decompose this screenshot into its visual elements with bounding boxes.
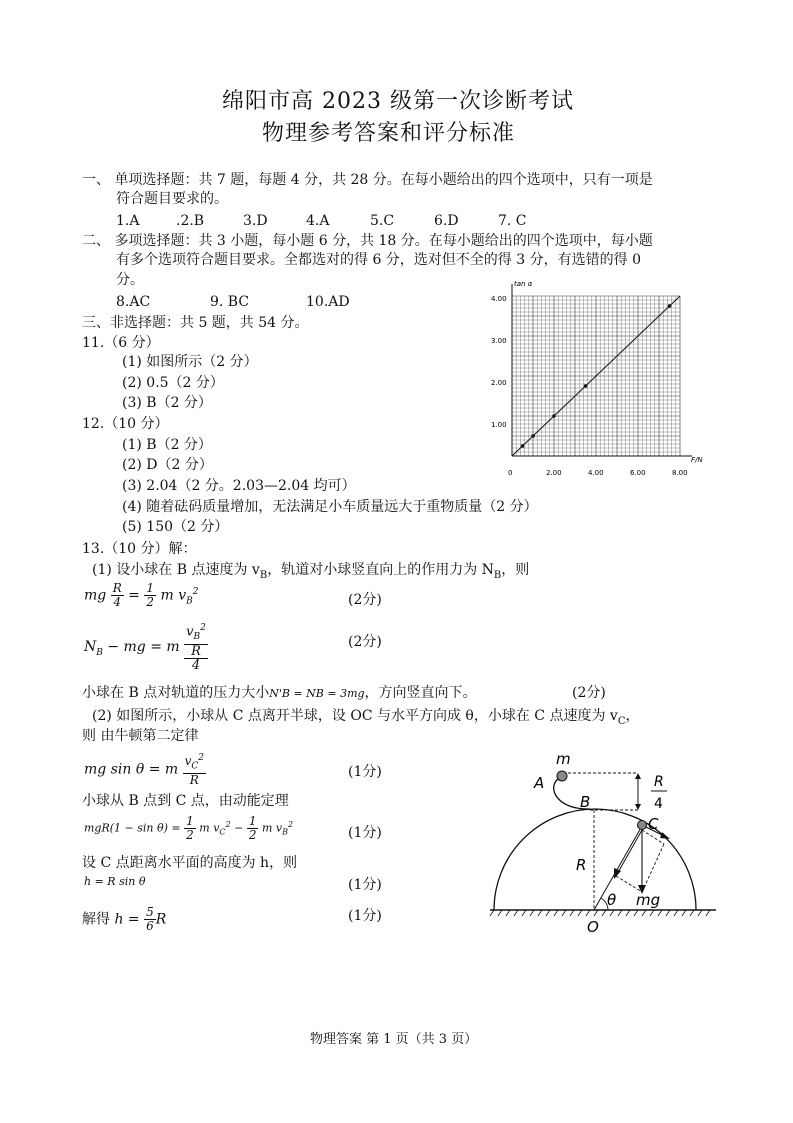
equation-3: mg sin θ = m $\frac{v_C^2}{R}$	[84, 753, 205, 788]
equation-4-score: (1分)	[348, 825, 382, 841]
page-footer: 物理答案 第 1 页（共 3 页）	[310, 1032, 478, 1047]
section1-answer: 4.A	[306, 213, 330, 229]
q13-part2-intro2: 则 由牛顿第二定律	[82, 728, 199, 744]
graph-xlabel: F/N	[691, 456, 703, 464]
label-A: A	[534, 774, 545, 792]
data-point	[531, 434, 535, 438]
section1-answer: 3.D	[243, 213, 268, 229]
graph-xtick: 4.00	[588, 469, 604, 477]
graph-xtick: 2.00	[546, 469, 562, 477]
data-point	[584, 384, 588, 388]
section1-heading-cont: 符合题目要求的。	[116, 191, 228, 207]
radius-OC	[594, 826, 642, 910]
label-B: B	[580, 793, 591, 811]
q11-label: 11.（6 分）	[82, 335, 160, 351]
ball-at-C	[638, 821, 647, 830]
tan-alpha-vs-force-graph	[486, 278, 716, 478]
q12-item: (4) 随着砝码质量增加，无法满足小车质量远大于重物质量（2 分）	[122, 499, 538, 515]
q12-item: (2) D（2 分）	[122, 457, 213, 473]
hemisphere-track-diagram	[486, 752, 726, 942]
q12-label: 12.（10 分）	[82, 416, 169, 432]
data-point	[521, 444, 525, 448]
label-O: O	[587, 918, 599, 936]
q13-label: 13.（10 分）解：	[82, 541, 197, 557]
section1-answer: 6.D	[434, 213, 459, 229]
section1-answer: 5.C	[370, 213, 395, 229]
q11-item: (2) 0.5（2 分）	[122, 375, 224, 391]
hemisphere-arc	[494, 809, 696, 910]
title-line-2: 物理参考答案和评分标准	[262, 121, 516, 146]
section2-heading: 二、 多项选择题：共 3 小题，每小题 6 分，共 18 分。在每小题给出的四个选项中，每小题	[82, 233, 653, 249]
graph-ytick: 1.00	[491, 421, 507, 429]
q13-part1-result-score: (2分)	[572, 685, 606, 701]
equation-1: mg $\frac{R}{4}$ = $\frac{1}{2}$ m $v_B^2$	[84, 581, 199, 609]
equation-6: 解得 h = $\frac{5}{6}$ R	[82, 905, 167, 933]
q12-item: (5) 150（2 分）	[122, 519, 229, 535]
q13-part2-intro: (2) 如图所示，小球从 C 点离开半球，设 OC 与水平方向成 θ，小球在 C 点速度为 $v_C$，	[92, 708, 640, 727]
equation-3-score: (1分)	[348, 764, 382, 780]
graph-ylabel: tan α	[514, 280, 533, 288]
label-mg: mg	[636, 891, 661, 909]
graph-xtick: 8.00	[672, 469, 688, 477]
section1-heading: 一、 单项选择题：共 7 题，每题 4 分，共 28 分。在每小题给出的四个选项中，只有一项是	[82, 172, 653, 188]
label-C: C	[648, 815, 659, 833]
section3-heading: 三、非选择题：共 5 题，共 54 分。	[82, 315, 309, 331]
q13-part1-result: 小球在 B 点对轨道的压力大小N'B = NB = 3mg，方向竖直向下。	[82, 685, 477, 701]
label-R: R	[576, 856, 587, 874]
section2-answer: 9. BC	[210, 294, 250, 310]
ground-hatching	[490, 910, 710, 916]
graph-xtick: 0	[508, 469, 513, 477]
normal-component	[616, 830, 642, 876]
section2-answer: 8.AC	[116, 294, 151, 310]
section1-answer: 7. C	[498, 213, 527, 229]
label-m: m	[556, 752, 571, 768]
section2-answer: 10.AD	[306, 294, 350, 310]
equation-6-score: (1分)	[348, 908, 382, 924]
graph-ytick: 3.00	[491, 337, 507, 345]
section2-heading-cont: 分。	[116, 272, 144, 288]
q13-part2-step3: 设 C 点距离水平面的高度为 h，则	[82, 855, 298, 871]
graph-ytick: 2.00	[491, 379, 507, 387]
equation-5-score: (1分)	[348, 877, 382, 893]
q12-item: (1) B（2 分）	[122, 437, 212, 453]
data-point	[552, 414, 556, 418]
label-R4-numerator: R	[654, 774, 664, 790]
label-R4-denominator: 4	[654, 796, 663, 812]
equation-1-score: (2分)	[348, 592, 382, 608]
label-theta: θ	[607, 891, 617, 909]
q13-part1-intro: (1) 设小球在 B 点速度为 $v_B$，轨道对小球竖直向上的作用力为 $N_B$，则	[92, 562, 530, 581]
q11-item: (1) 如图所示（2 分）	[122, 354, 258, 370]
section1-answer: .2.B	[176, 213, 205, 229]
data-point	[668, 304, 672, 308]
equation-5: h = R sin θ	[84, 875, 146, 888]
title-line-1: 绵阳市高 2023 级第一次诊断考试	[222, 89, 574, 114]
equation-2-score: (2分)	[348, 634, 382, 650]
equation-4: mgR(1 − sin θ) = $\frac{1}{2}$ m $v_C^2$ − $\frac{1}{2}$ m $v_B^2$	[84, 814, 294, 842]
ball-at-A	[557, 771, 567, 781]
equation-2: $N_B$ − mg = m $v_B^2$ R 4	[84, 623, 206, 673]
q12-item: (3) 2.04（2 分。2.03—2.04 均可）	[122, 478, 356, 494]
q13-part2-step2: 小球从 B 点到 C 点，由动能定理	[82, 793, 289, 809]
q11-item: (3) B（2 分）	[122, 395, 212, 411]
section2-heading-cont: 有多个选项符合题目要求。全都选对的得 6 分，选对但不全的得 3 分，有选错的得 0	[116, 252, 641, 268]
graph-xtick: 6.00	[630, 469, 646, 477]
section1-answer: 1.A	[116, 213, 140, 229]
graph-ytick: 4.00	[491, 295, 507, 303]
